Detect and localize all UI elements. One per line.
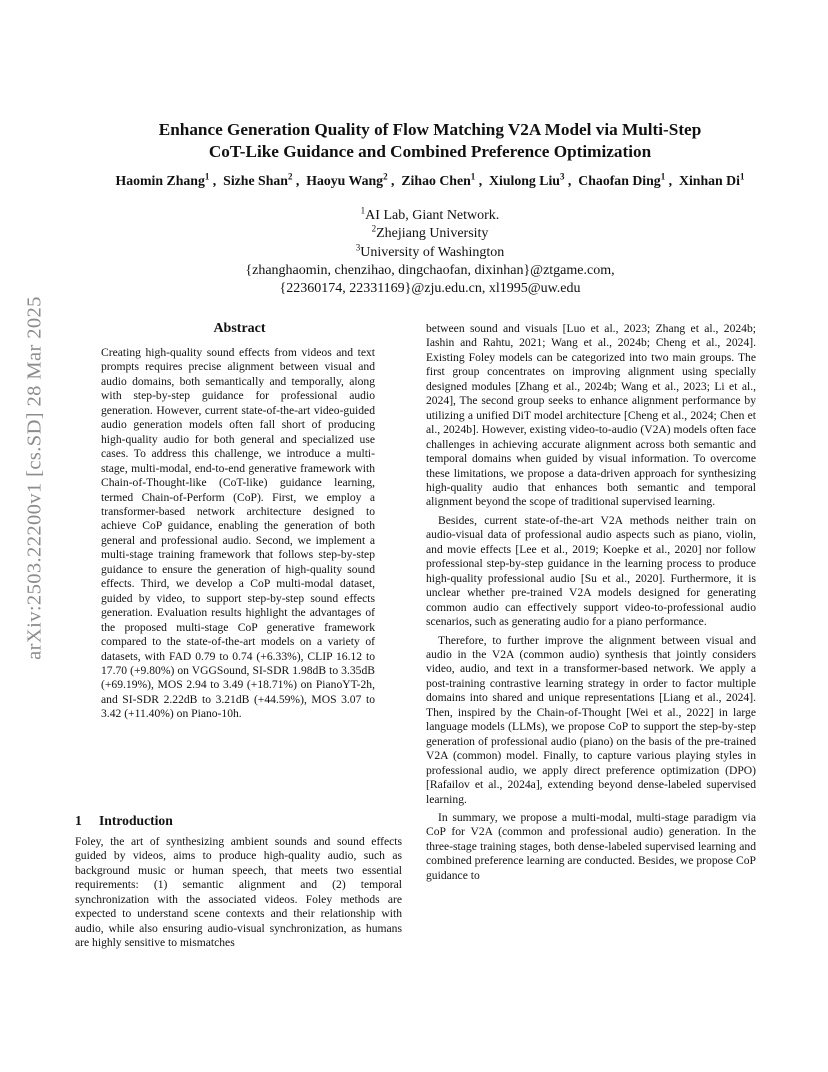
- affil-mark: 2: [371, 223, 377, 234]
- abstract-body: [101, 346, 375, 722]
- affiliation-block: [80, 207, 780, 298]
- introduction-body: [75, 835, 402, 951]
- body-paragraph: In summary, we propose a multi-modal, multi-stage paradigm via CoP for V2A (common and professional audio) generation. In the three-stage training stages, both dense-labeled supervised learning and combined preference learning are conducted. Besides, we propose CoP guidance to: [426, 810, 756, 882]
- body-paragraph: Besides, current state-of-the-art V2A methods neither train on audio-visual data of professional audio aspects such as piano, violin, and movie effects [Lee et al., 2019; Koepke et al., 2020] nor follow professional step-by-step guidance in the learning process to produce high-quality professional audio [Su et al., 2020]. Furthermore, it is unclear whether pre-trained V2A models designed for generating common audio can effectively support video-to-professional audio scenarios, such as generating audio for a piano performance.: [426, 513, 756, 629]
- arxiv-sidebar-stamp: [14, 283, 56, 673]
- email-line-1: {zhanghaomin, chenzihao, dingchaofan, dixinhan}@ztgame.com,: [245, 262, 615, 278]
- paper-title: [80, 119, 780, 163]
- author-name: Chaofan Ding: [578, 173, 661, 188]
- section-title: Introduction: [99, 813, 173, 828]
- author-affil-mark: 1: [470, 171, 476, 182]
- affil-text: AI Lab, Giant Network.: [365, 208, 500, 223]
- author-name: Xiulong Liu: [489, 173, 560, 188]
- author-name: Haoyu Wang: [306, 173, 384, 188]
- abstract-heading: Abstract: [213, 321, 266, 336]
- author-affil-mark: 1: [739, 171, 745, 182]
- abstract-text: Creating high-quality sound effects from videos and text prompts requires precise alignment between visual and audio domains, both semantically and temporally, along with step-by-step guidance for professional audio generation. However, current state-of-the-art video-guided audio generation models often fall short of producing high-quality audio for both general and specialized use cases. To address this challenge, we introduce a multi-stage, multi-modal, end-to-end generative framework with Chain-of-Thought-like (CoT-like) guidance learning, termed Chain-of-Perform (CoP). First, we employ a transformer-based network architecture designed to achieve CoP guidance, enabling the generation of both general and professional audio. Second, we implement a multi-stage training framework that follows step-by-step guidance to ensure the generation of high-quality sound effects. Third, we develop a CoP multi-modal dataset, guided by video, to support step-by-step sound effects generation. Evaluation results highlight the advantages of the proposed multi-stage CoP generative framework compared to the state-of-the-art models on a variety of datasets, with FAD 0.79 to 0.74 (+6.33%), CLIP 16.12 to 17.70 (+9.80%) on VGGSound, SI-SDR 1.98dB to 3.35dB (+69.19%), MOS 2.94 to 3.49 (+18.71%) on PianoYT-2h, and SI-SDR 2.22dB to 3.21dB (+44.59%), MOS 3.07 to 3.42 (+11.40%) on Piano-10h.: [101, 346, 375, 721]
- title-line-1: Enhance Generation Quality of Flow Matching V2A Model via Multi-Step: [158, 120, 702, 139]
- email-line-2: {22360174, 22331169}@zju.edu.cn, xl1995@uw.edu: [279, 281, 581, 297]
- affil-text: Zhejiang University: [376, 226, 489, 242]
- author-affil-mark: 1: [204, 171, 210, 182]
- author-name: Zihao Chen: [401, 173, 471, 188]
- author-name: Xinhan Di: [679, 173, 740, 188]
- body-paragraph: between sound and visuals [Luo et al., 2023; Zhang et al., 2024b; Iashin and Rahtu, 2021; Wang et al., 2024b; Cheng et al., 2024]. Existing Foley models can be categorized into two main groups. The first group concentrates on improving alignment using specially designed modules [Zhang et al., 2024b; Wang et al., 2023; Li et al., 2024], The second group seeks to enhance alignment performance by utilizing a unified DiT model architecture [Cheng et al., 2024; Chen et al., 2024b]. However, existing video-to-audio (V2A) models often face challenges in achieving accurate alignment across both semantic and temporal domains when guided by visual information. To overcome these limitations, we propose a data-driven approach for synthesizing high-quality audio that enhances both semantic and temporal alignment beyond the scope of traditional supervised learning.: [426, 322, 756, 509]
- affil-mark: 1: [360, 205, 366, 216]
- author-list: Haomin Zhang$^1$ , Sizhe Shan$^2$ , Haoyu Wang$^2$ , Zihao Chen$^1$ , Xiulong Liu$^3$ , Chaofan Ding$^1$ , Xinhan Di$^1$: [115, 171, 745, 188]
- affil-text: University of Washington: [360, 244, 505, 260]
- intro-paragraph: Foley, the art of synthesizing ambient sounds and sound effects guided by videos, aims to produce high-quality audio, such as background music or human speech, that meets two essential requirements: (1) semantic alignment and (2) temporal synchronization with the associated videos. Foley methods are expected to understand scene contexts and their relationship with audio, while also ensuring audio-visual synchronization, as humans are highly sensitive to mismatches: [75, 835, 402, 950]
- introduction-heading: [75, 813, 173, 829]
- affil-mark: 3: [355, 241, 361, 252]
- author-name: Haomin Zhang: [115, 173, 205, 188]
- arxiv-identifier: arXiv:2503.22200v1 [cs.SD] 28 Mar 2025: [23, 296, 46, 660]
- affiliation-line: [80, 225, 780, 243]
- right-column-body: [426, 322, 756, 883]
- section-number: 1: [75, 813, 82, 828]
- affiliation-line: [80, 207, 780, 225]
- author-affil-mark: 1: [660, 171, 666, 182]
- author-name: Sizhe Shan: [223, 173, 288, 188]
- affiliation-line: [80, 241, 780, 262]
- author-affil-mark: 2: [287, 171, 293, 182]
- body-paragraph: Therefore, to further improve the alignment between visual and audio in the V2A (common audio) synthesis that jointly considers video, audio, and text in a transformer-based network. We apply a post-training contrastive learning strategy in order to factor multiple domains into shared and unique representations [Liang et al., 2024]. Then, inspired by the Chain-of-Thought [Wei et al., 2022] in large language models (LLMs), we propose CoP to support the step-by-step generation of professional audio (piano) on the basis of the pre-trained V2A (common) model. Finally, to capture various playing styles in professional audio, we apply direct preference optimization (DPO) [Rafailov et al., 2024a], extending beyond dense-labeled supervised learning.: [426, 633, 756, 806]
- author-affil-mark: 3: [559, 171, 565, 182]
- title-line-2: CoT-Like Guidance and Combined Preference Optimization: [208, 142, 652, 161]
- author-affil-mark: 2: [383, 171, 388, 182]
